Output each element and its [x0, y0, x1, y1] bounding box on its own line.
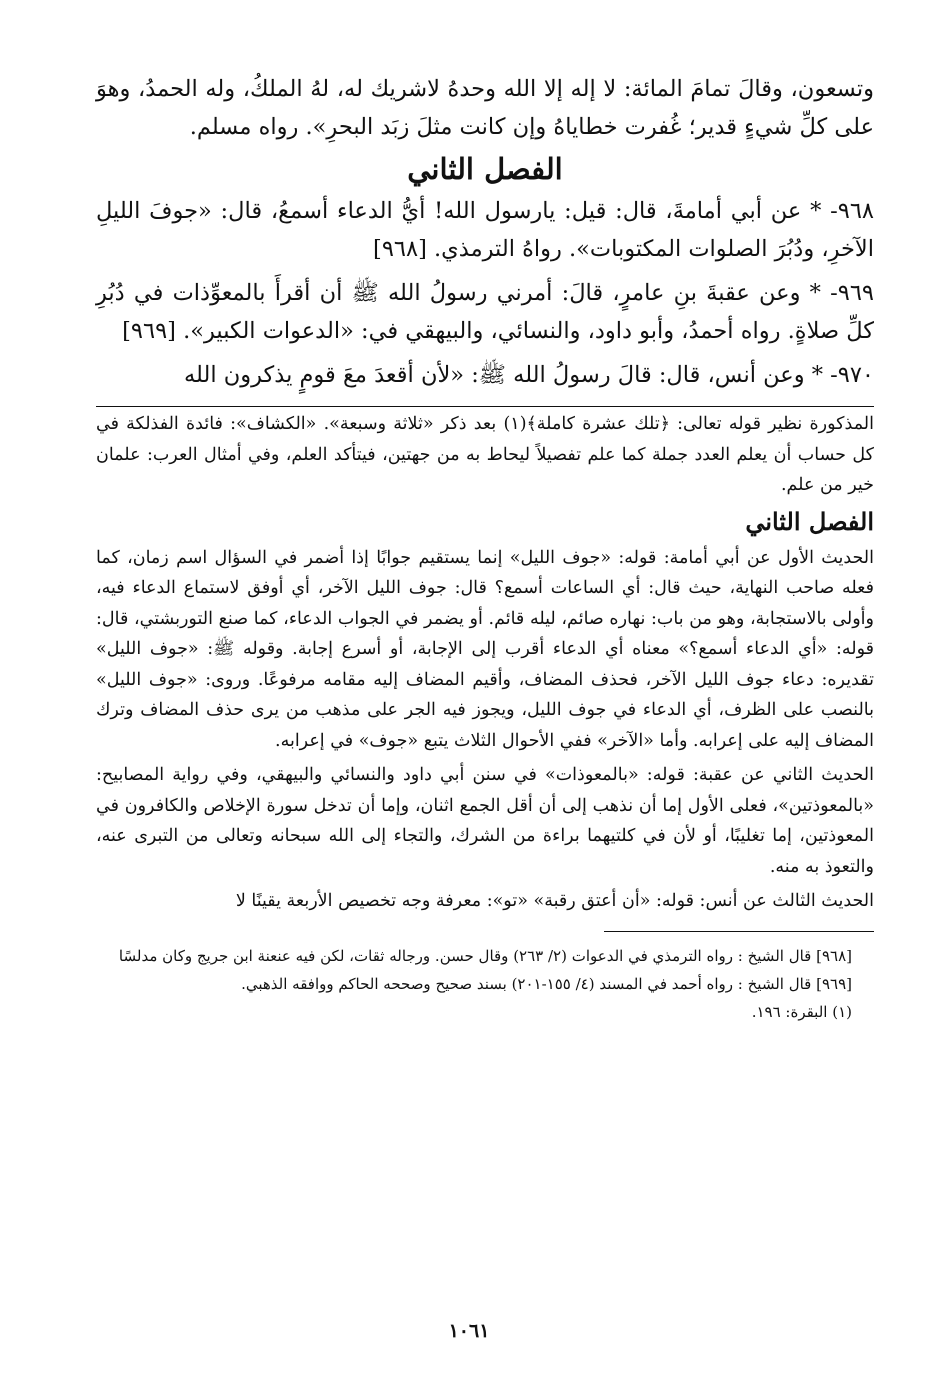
footnote-969: [٩٦٩] قال الشيخ : رواه أحمد في المسند (٤/ ١٥٥-٢٠١) بسند صحيح وصححه الحاكم ووافقه الذهبي. [241, 974, 852, 993]
footnote-separator [604, 931, 874, 932]
top-paragraph: وتسعون، وقالَ تمامَ المائة: لا إله إلا الله وحدهُ لاشريك له، لهُ الملكُ، وله الحمدُ، وهوَ على كلِّ شيءٍ قدير؛ غُفرت خطاياهُ وإن كانت مثلَ زبَد البحرِ». رواه مسلم. [96, 76, 874, 140]
commentary-hadith-3: الحديث الثالث عن أنس: قوله: «أن أعتق رقبة» «تو»: معرفة وجه تخصيص الأربعة يقينًا لا [235, 891, 874, 911]
hadith-969: ٩٦٩- * وعن عقبةَ بنِ عامرٍ، قالَ: أمرني رسولُ الله ﷺ أن أقرأَ بالمعوِّذات في دُبُرِ كلِّ صلاةٍ. رواه أحمدُ، وأبو داود، والنسائي، والبيهقي في: «الدعوات الكبير». [٩٦٩] [96, 280, 874, 344]
commentary-intro: المذكورة نظير قوله تعالى: ﴿تلك عشرة كاملة﴾(١) بعد ذكر «ثلاثة وسبعة». «الكشاف»: فائدة الفذلكة في كل حساب أن يعلم العدد جملة كما علم تفصيلاً ليحاط به من جهتين، فيتأكد العلم، وفي أمثال العرب: علمان خير من علم. [96, 414, 875, 495]
footnote-1: (١) البقرة: ١٩٦. [751, 1002, 852, 1021]
commentary-hadith-2: الحديث الثاني عن عقبة: قوله: «بالمعوذات» في سنن أبي داود والنسائي والبيهقي، وفي رواية المصابيح: «بالمعوذتين»، فعلى الأول إما أن نذهب إلى أن أقل الجمع اثنان، وإما أن تدخل سورة الإخلاص والكافرون في المعوذتين، إما تغليبًا، أو لأن في كلتيهما براءة من الشرك، والتجاء إلى الله سبحانه وتعالى من التبرى عنه، والتعوذ به منه. [96, 765, 874, 877]
section-title: الفصل الثاني [407, 152, 563, 186]
commentary [96, 409, 874, 917]
footnote-968: [٩٦٨] قال الشيخ : رواه الترمذي في الدعوات (٢/ ٢٦٣) وقال حسن. ورجاله ثقات، لكن فيه عنعنة ابن جريج وكان مدلسًا [118, 946, 852, 965]
hadith-968: ٩٦٨- * عن أبي أمامةَ، قال: قيل: يارسول الله! أيُّ الدعاء أسمعُ، قال: «جوفَ الليلِ الآخرِ، ودُبُرَ الصلوات المكتوبات». رواهُ الترمذي. [٩٦٨] [96, 198, 874, 262]
hadith-970: ٩٧٠- * وعن أنس، قال: قالَ رسولُ الله ﷺ: «لأن أقعدَ معَ قومٍ يذكرون الله [183, 362, 874, 388]
commentary-section-title: الفصل الثاني [745, 506, 874, 536]
page-number: ١٠٦١ [448, 1320, 490, 1342]
commentary-hadith-1: الحديث الأول عن أبي أمامة: قوله: «جوف الليل» إنما يستقيم جوابًا إذا أضمر في السؤال اسم زمان، كما فعله صاحب النهاية، حيث قال: أي الساعات أسمع؟ قال: جوف الليل الآخر، أي أوفق لاستماع الدعاء فيه، وأولى بالاستجابة، وهو من باب: نهاره صائم، ليله قائم. أو يضمر في الجواب الدعاء، كما صنع التوربشتي، قال: قوله: «أي الدعاء أسمع؟» معناه أي الدعاء أقرب إلى الإجابة، أو أسرع إجابة. وقوله ﷺ: «جوف الليل» تقديره: دعاء جوف الليل الآخر، فحذف المضاف، وأقيم المضاف إليه مقامه مرفوعًا. وروى: «جوف الليل» بالنصب على الظرف، أي الدعاء في جوف الليل، ويجوز فيه الجر على مذهب من يرى حذف المضاف وترك المضاف إليه على إعرابه. وأما «الآخر» ففي الأحوال الثلاث يتبع «جوف» في إعرابه. [96, 547, 874, 751]
page [96, 70, 874, 1388]
footnotes [96, 942, 874, 1026]
separator-line [96, 406, 874, 407]
main-text [96, 70, 874, 394]
